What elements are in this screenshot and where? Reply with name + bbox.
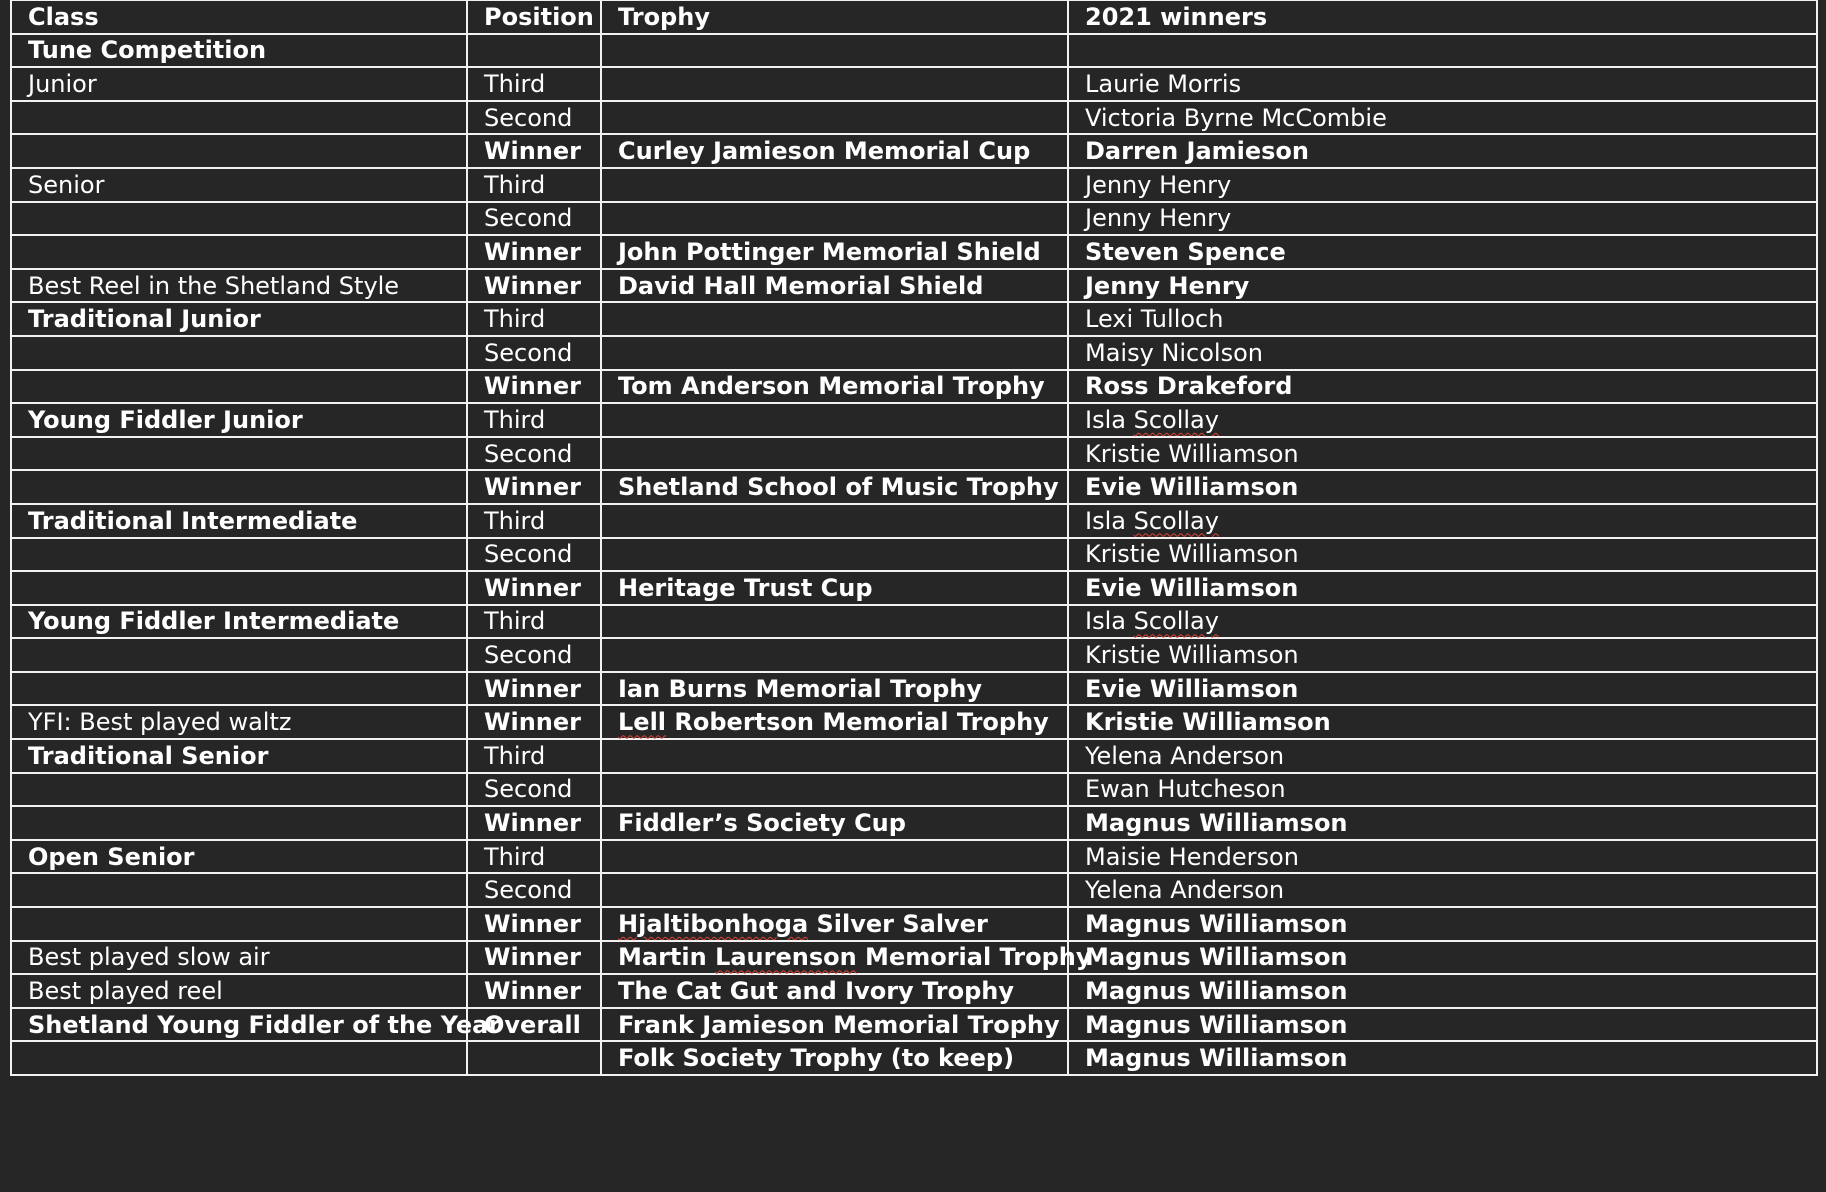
cell-winner: Magnus Williamson bbox=[1068, 1041, 1817, 1075]
cell-trophy bbox=[601, 773, 1068, 807]
table-row bbox=[11, 403, 1817, 437]
cell-class bbox=[11, 873, 467, 907]
cell-position: Winner bbox=[467, 235, 601, 269]
cell-winner: Darren Jamieson bbox=[1068, 134, 1817, 168]
cell-winner: Laurie Morris bbox=[1068, 67, 1817, 101]
table-row bbox=[11, 1008, 1817, 1042]
cell-trophy: Fiddler’s Society Cup bbox=[601, 806, 1068, 840]
cell-class bbox=[11, 202, 467, 236]
cell-class: Shetland Young Fiddler of the Year bbox=[11, 1008, 467, 1042]
cell-winner: Magnus Williamson bbox=[1068, 974, 1817, 1008]
cell-trophy bbox=[601, 34, 1068, 68]
cell-position: Second bbox=[467, 873, 601, 907]
cell-position bbox=[467, 1041, 601, 1075]
cell-position: Third bbox=[467, 605, 601, 639]
table-row bbox=[11, 101, 1817, 135]
cell-class: Open Senior bbox=[11, 840, 467, 874]
cell-position: Third bbox=[467, 403, 601, 437]
cell-position: Winner bbox=[467, 571, 601, 605]
cell-winner: Jenny Henry bbox=[1068, 269, 1817, 303]
cell-position: Winner bbox=[467, 672, 601, 706]
table-row bbox=[11, 705, 1817, 739]
cell-winner: Maisy Nicolson bbox=[1068, 336, 1817, 370]
table-row bbox=[11, 806, 1817, 840]
header-position: Position bbox=[467, 0, 601, 34]
cell-class bbox=[11, 672, 467, 706]
cell-class: Traditional Intermediate bbox=[11, 504, 467, 538]
cell-trophy: Curley Jamieson Memorial Cup bbox=[601, 134, 1068, 168]
cell-position: Overall bbox=[467, 1008, 601, 1042]
table-row bbox=[11, 907, 1817, 941]
cell-position: Third bbox=[467, 840, 601, 874]
cell-trophy bbox=[601, 739, 1068, 773]
cell-trophy bbox=[601, 202, 1068, 236]
cell-trophy bbox=[601, 67, 1068, 101]
table-row bbox=[11, 34, 1817, 68]
cell-position: Second bbox=[467, 101, 601, 135]
cell-winner: Maisie Henderson bbox=[1068, 840, 1817, 874]
cell-trophy: Hjaltibonhoga Silver Salver bbox=[601, 907, 1068, 941]
cell-winner: Evie Williamson bbox=[1068, 672, 1817, 706]
table-row bbox=[11, 571, 1817, 605]
cell-position: Second bbox=[467, 638, 601, 672]
cell-position: Second bbox=[467, 202, 601, 236]
cell-winner: Evie Williamson bbox=[1068, 571, 1817, 605]
spellcheck-flagged-word: Hjaltibonhoga bbox=[618, 909, 809, 938]
cell-trophy bbox=[601, 336, 1068, 370]
cell-class bbox=[11, 470, 467, 504]
cell-class bbox=[11, 773, 467, 807]
cell-trophy: Shetland School of Music Trophy bbox=[601, 470, 1068, 504]
cell-trophy: John Pottinger Memorial Shield bbox=[601, 235, 1068, 269]
table-row bbox=[11, 67, 1817, 101]
cell-trophy: Martin Laurenson Memorial Trophy bbox=[601, 941, 1068, 975]
cell-winner: Victoria Byrne McCombie bbox=[1068, 101, 1817, 135]
table-row bbox=[11, 269, 1817, 303]
cell-position: Winner bbox=[467, 974, 601, 1008]
cell-trophy: Heritage Trust Cup bbox=[601, 571, 1068, 605]
cell-trophy bbox=[601, 403, 1068, 437]
cell-winner: Evie Williamson bbox=[1068, 470, 1817, 504]
spellcheck-flagged-word: Scollay bbox=[1133, 405, 1219, 434]
cell-class bbox=[11, 336, 467, 370]
cell-winner: Jenny Henry bbox=[1068, 168, 1817, 202]
table-row bbox=[11, 1041, 1817, 1075]
cell-trophy bbox=[601, 437, 1068, 471]
cell-trophy: Tom Anderson Memorial Trophy bbox=[601, 370, 1068, 404]
cell-position: Second bbox=[467, 773, 601, 807]
table-row bbox=[11, 336, 1817, 370]
cell-position: Winner bbox=[467, 269, 601, 303]
table-row bbox=[11, 370, 1817, 404]
table-row bbox=[11, 437, 1817, 471]
table-row bbox=[11, 873, 1817, 907]
spellcheck-flagged-word: Laurenson bbox=[715, 943, 857, 972]
cell-class bbox=[11, 538, 467, 572]
cell-position: Second bbox=[467, 336, 601, 370]
cell-trophy bbox=[601, 302, 1068, 336]
cell-class: Best Reel in the Shetland Style bbox=[11, 269, 467, 303]
table-row bbox=[11, 739, 1817, 773]
cell-trophy: Folk Society Trophy (to keep) bbox=[601, 1041, 1068, 1075]
cell-class bbox=[11, 1041, 467, 1075]
cell-trophy bbox=[601, 605, 1068, 639]
cell-trophy: Lell Robertson Memorial Trophy bbox=[601, 705, 1068, 739]
cell-position: Second bbox=[467, 437, 601, 471]
cell-winner: Magnus Williamson bbox=[1068, 1008, 1817, 1042]
cell-winner: Ross Drakeford bbox=[1068, 370, 1817, 404]
cell-winner: Steven Spence bbox=[1068, 235, 1817, 269]
cell-trophy bbox=[601, 873, 1068, 907]
cell-position: Winner bbox=[467, 705, 601, 739]
cell-trophy bbox=[601, 101, 1068, 135]
cell-class: YFI: Best played waltz bbox=[11, 705, 467, 739]
cell-winner: Isla Scollay bbox=[1068, 504, 1817, 538]
cell-position: Second bbox=[467, 538, 601, 572]
cell-class: Best played slow air bbox=[11, 941, 467, 975]
header-trophy: Trophy bbox=[601, 0, 1068, 34]
cell-trophy: The Cat Gut and Ivory Trophy bbox=[601, 974, 1068, 1008]
cell-class: Tune Competition bbox=[11, 34, 467, 68]
cell-trophy bbox=[601, 538, 1068, 572]
cell-class bbox=[11, 571, 467, 605]
cell-class: Junior bbox=[11, 67, 467, 101]
cell-trophy bbox=[601, 638, 1068, 672]
cell-class: Young Fiddler Junior bbox=[11, 403, 467, 437]
table-row bbox=[11, 134, 1817, 168]
cell-winner: Yelena Anderson bbox=[1068, 739, 1817, 773]
spellcheck-flagged-word: Scollay bbox=[1133, 506, 1219, 535]
table-row bbox=[11, 538, 1817, 572]
spellcheck-flagged-word: Scollay bbox=[1133, 607, 1219, 636]
cell-winner: Magnus Williamson bbox=[1068, 806, 1817, 840]
cell-winner: Ewan Hutcheson bbox=[1068, 773, 1817, 807]
cell-position: Winner bbox=[467, 470, 601, 504]
table-row bbox=[11, 202, 1817, 236]
table-row bbox=[11, 470, 1817, 504]
spellcheck-flagged-word: Lell bbox=[618, 708, 667, 737]
cell-trophy bbox=[601, 168, 1068, 202]
table-row bbox=[11, 974, 1817, 1008]
table-row bbox=[11, 941, 1817, 975]
table-row bbox=[11, 235, 1817, 269]
cell-winner: Magnus Williamson bbox=[1068, 907, 1817, 941]
cell-class bbox=[11, 437, 467, 471]
cell-class bbox=[11, 806, 467, 840]
table-row bbox=[11, 638, 1817, 672]
cell-class bbox=[11, 370, 467, 404]
cell-position: Third bbox=[467, 302, 601, 336]
cell-winner: Kristie Williamson bbox=[1068, 638, 1817, 672]
cell-class: Young Fiddler Intermediate bbox=[11, 605, 467, 639]
cell-trophy: Ian Burns Memorial Trophy bbox=[601, 672, 1068, 706]
table-row bbox=[11, 672, 1817, 706]
cell-class: Senior bbox=[11, 168, 467, 202]
cell-class: Traditional Junior bbox=[11, 302, 467, 336]
cell-position bbox=[467, 34, 601, 68]
cell-winner: Magnus Williamson bbox=[1068, 941, 1817, 975]
cell-winner: Kristie Williamson bbox=[1068, 538, 1817, 572]
cell-winner: Kristie Williamson bbox=[1068, 705, 1817, 739]
cell-winner: Yelena Anderson bbox=[1068, 873, 1817, 907]
cell-class bbox=[11, 134, 467, 168]
cell-winner: Lexi Tulloch bbox=[1068, 302, 1817, 336]
table-row bbox=[11, 168, 1817, 202]
cell-position: Winner bbox=[467, 941, 601, 975]
cell-winner bbox=[1068, 34, 1817, 68]
cell-winner: Isla Scollay bbox=[1068, 403, 1817, 437]
table-body bbox=[11, 34, 1817, 1075]
cell-class bbox=[11, 101, 467, 135]
cell-winner: Jenny Henry bbox=[1068, 202, 1817, 236]
cell-position: Third bbox=[467, 168, 601, 202]
table-row bbox=[11, 773, 1817, 807]
results-table bbox=[10, 0, 1818, 1076]
header-winners: 2021 winners bbox=[1068, 0, 1817, 34]
cell-class: Traditional Senior bbox=[11, 739, 467, 773]
header-class: Class bbox=[11, 0, 467, 34]
cell-position: Third bbox=[467, 739, 601, 773]
cell-position: Winner bbox=[467, 134, 601, 168]
cell-trophy: Frank Jamieson Memorial Trophy bbox=[601, 1008, 1068, 1042]
cell-trophy bbox=[601, 504, 1068, 538]
cell-position: Winner bbox=[467, 907, 601, 941]
cell-position: Winner bbox=[467, 806, 601, 840]
cell-trophy: David Hall Memorial Shield bbox=[601, 269, 1068, 303]
table-row bbox=[11, 504, 1817, 538]
cell-class bbox=[11, 907, 467, 941]
table-row bbox=[11, 302, 1817, 336]
table-row bbox=[11, 840, 1817, 874]
table-row bbox=[11, 605, 1817, 639]
cell-position: Third bbox=[467, 504, 601, 538]
table-header-row bbox=[11, 0, 1817, 34]
cell-trophy bbox=[601, 840, 1068, 874]
cell-position: Winner bbox=[467, 370, 601, 404]
cell-winner: Kristie Williamson bbox=[1068, 437, 1817, 471]
cell-class: Best played reel bbox=[11, 974, 467, 1008]
cell-class bbox=[11, 638, 467, 672]
cell-winner: Isla Scollay bbox=[1068, 605, 1817, 639]
cell-class bbox=[11, 235, 467, 269]
cell-position: Third bbox=[467, 67, 601, 101]
